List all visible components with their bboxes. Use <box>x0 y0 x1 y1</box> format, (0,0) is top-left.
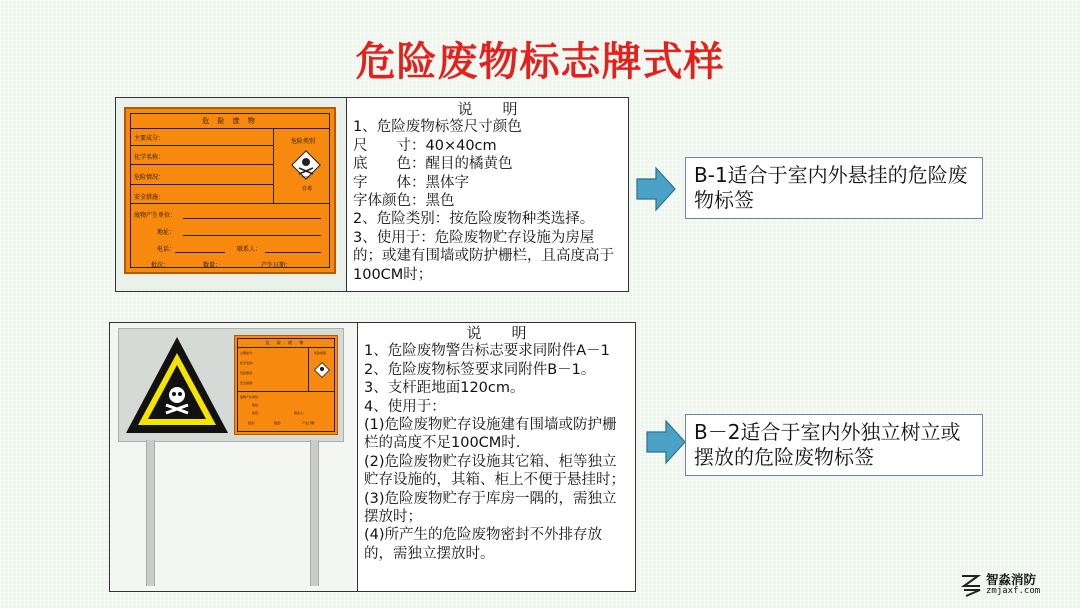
description-text-cell <box>358 323 635 591</box>
label-field: 主要成分： <box>134 135 165 142</box>
hazardous-waste-label-image <box>124 107 336 274</box>
label-field: 联系人： <box>237 246 262 253</box>
label-field: 危险情况： <box>240 371 256 375</box>
label-field: 批次： <box>151 262 170 269</box>
description-line: (1)危险废物贮存设施建有围墙或防护栅栏的高度不足100CM时. <box>364 417 617 452</box>
note-box-b2: B－2适合于室内外独立树立或摆放的危险废物标签 <box>685 414 983 476</box>
label-field: 电话： <box>252 411 262 415</box>
label-image-cell <box>116 98 347 291</box>
panel-hanging-label <box>115 97 629 292</box>
label-field: 化学名称： <box>134 154 165 161</box>
label-field: 产生日期： <box>261 262 292 269</box>
label-field: 安全措施： <box>240 381 256 385</box>
description-line: 3、使用于：危险废物贮存设施为房屋的；或建有围墙或防护栅栏，且高度高于100CM时； <box>353 229 614 283</box>
label-field: 地址： <box>157 229 176 236</box>
brand-name: 智淼消防 <box>986 572 1037 587</box>
label-field: 电话： <box>157 246 176 253</box>
right-arrow-icon <box>646 419 686 465</box>
description-heading: 说 明 <box>457 100 518 118</box>
panel-standing-label <box>109 322 636 592</box>
brand-url: zmjaxf.com <box>986 586 1041 596</box>
sign-post-left <box>146 440 155 586</box>
label-title: 危 险 废 物 <box>238 339 334 348</box>
label-field: 危险情况： <box>134 174 165 181</box>
label-field: 批次： <box>248 421 258 425</box>
description-line: 字体颜色：黑色 <box>353 193 455 210</box>
label-field: 主要成分： <box>240 351 256 355</box>
description-line: 字 体：黑体字 <box>353 174 469 191</box>
description-line: 尺 寸：40×40cm <box>353 137 497 154</box>
description-line: (2)危险废物贮存设施其它箱、柜等独立贮存设施的，其箱、柜上不便于悬挂时； <box>364 453 625 489</box>
hazard-class-text: 危险类别 <box>314 351 327 355</box>
label-title: 危 险 废 物 <box>131 114 329 129</box>
description-line: 1、危险废物警告标志要求同附件A－1 <box>364 343 610 360</box>
label-field: 数量： <box>274 421 284 425</box>
hazard-class-text: 危险类别 <box>291 138 316 145</box>
label-field: 安全措施： <box>134 194 165 201</box>
description-line: 底 色：醒目的橘黄色 <box>353 156 513 173</box>
diamond-sub-text: 有毒 <box>302 186 313 192</box>
page-title: 危险废物标志牌式样 <box>355 39 725 85</box>
sign-post-right <box>310 440 319 586</box>
description-line: (3)危险废物贮存于库房一隅的，需独立摆放时； <box>364 490 617 526</box>
brand-logo <box>960 568 1060 602</box>
description-line: 4、使用于： <box>364 398 446 415</box>
warning-triangle-skull-icon <box>122 333 232 437</box>
description-line: 1、危险废物标签尺寸颜色 <box>353 119 522 136</box>
description-text-cell <box>347 98 628 291</box>
label-field: 联系人： <box>294 411 307 415</box>
toxic-diamond-icon <box>289 148 323 182</box>
description-line: 3、支杆距地面120cm。 <box>364 380 525 397</box>
label-field: 数量： <box>203 262 222 269</box>
note-box-b1: B-1适合于室内外悬挂的危险废物标签 <box>685 157 983 219</box>
label-field: 废物产生单位： <box>240 395 262 399</box>
description-line: 2、危险废物标签要求同附件B－1。 <box>364 361 596 378</box>
sign-image-cell <box>110 323 358 591</box>
label-field: 废物产生单位： <box>134 212 177 219</box>
toxic-diamond-icon <box>313 361 331 379</box>
label-field: 地址： <box>252 403 262 407</box>
hazardous-waste-label-small <box>234 335 338 435</box>
description-line: 2、危险类别：按危险废物种类选择。 <box>353 211 595 228</box>
label-field: 产生日期： <box>302 421 318 425</box>
svg-text:TOXIC: TOXIC <box>301 175 311 179</box>
description-line: (4)所产生的危险废物密封不外排存放的，需独立摆放时。 <box>364 527 603 562</box>
label-field: 化学名称： <box>240 361 256 365</box>
description-heading: 说 明 <box>466 324 527 342</box>
zm-logo-icon <box>960 572 982 598</box>
right-arrow-icon <box>636 166 676 212</box>
